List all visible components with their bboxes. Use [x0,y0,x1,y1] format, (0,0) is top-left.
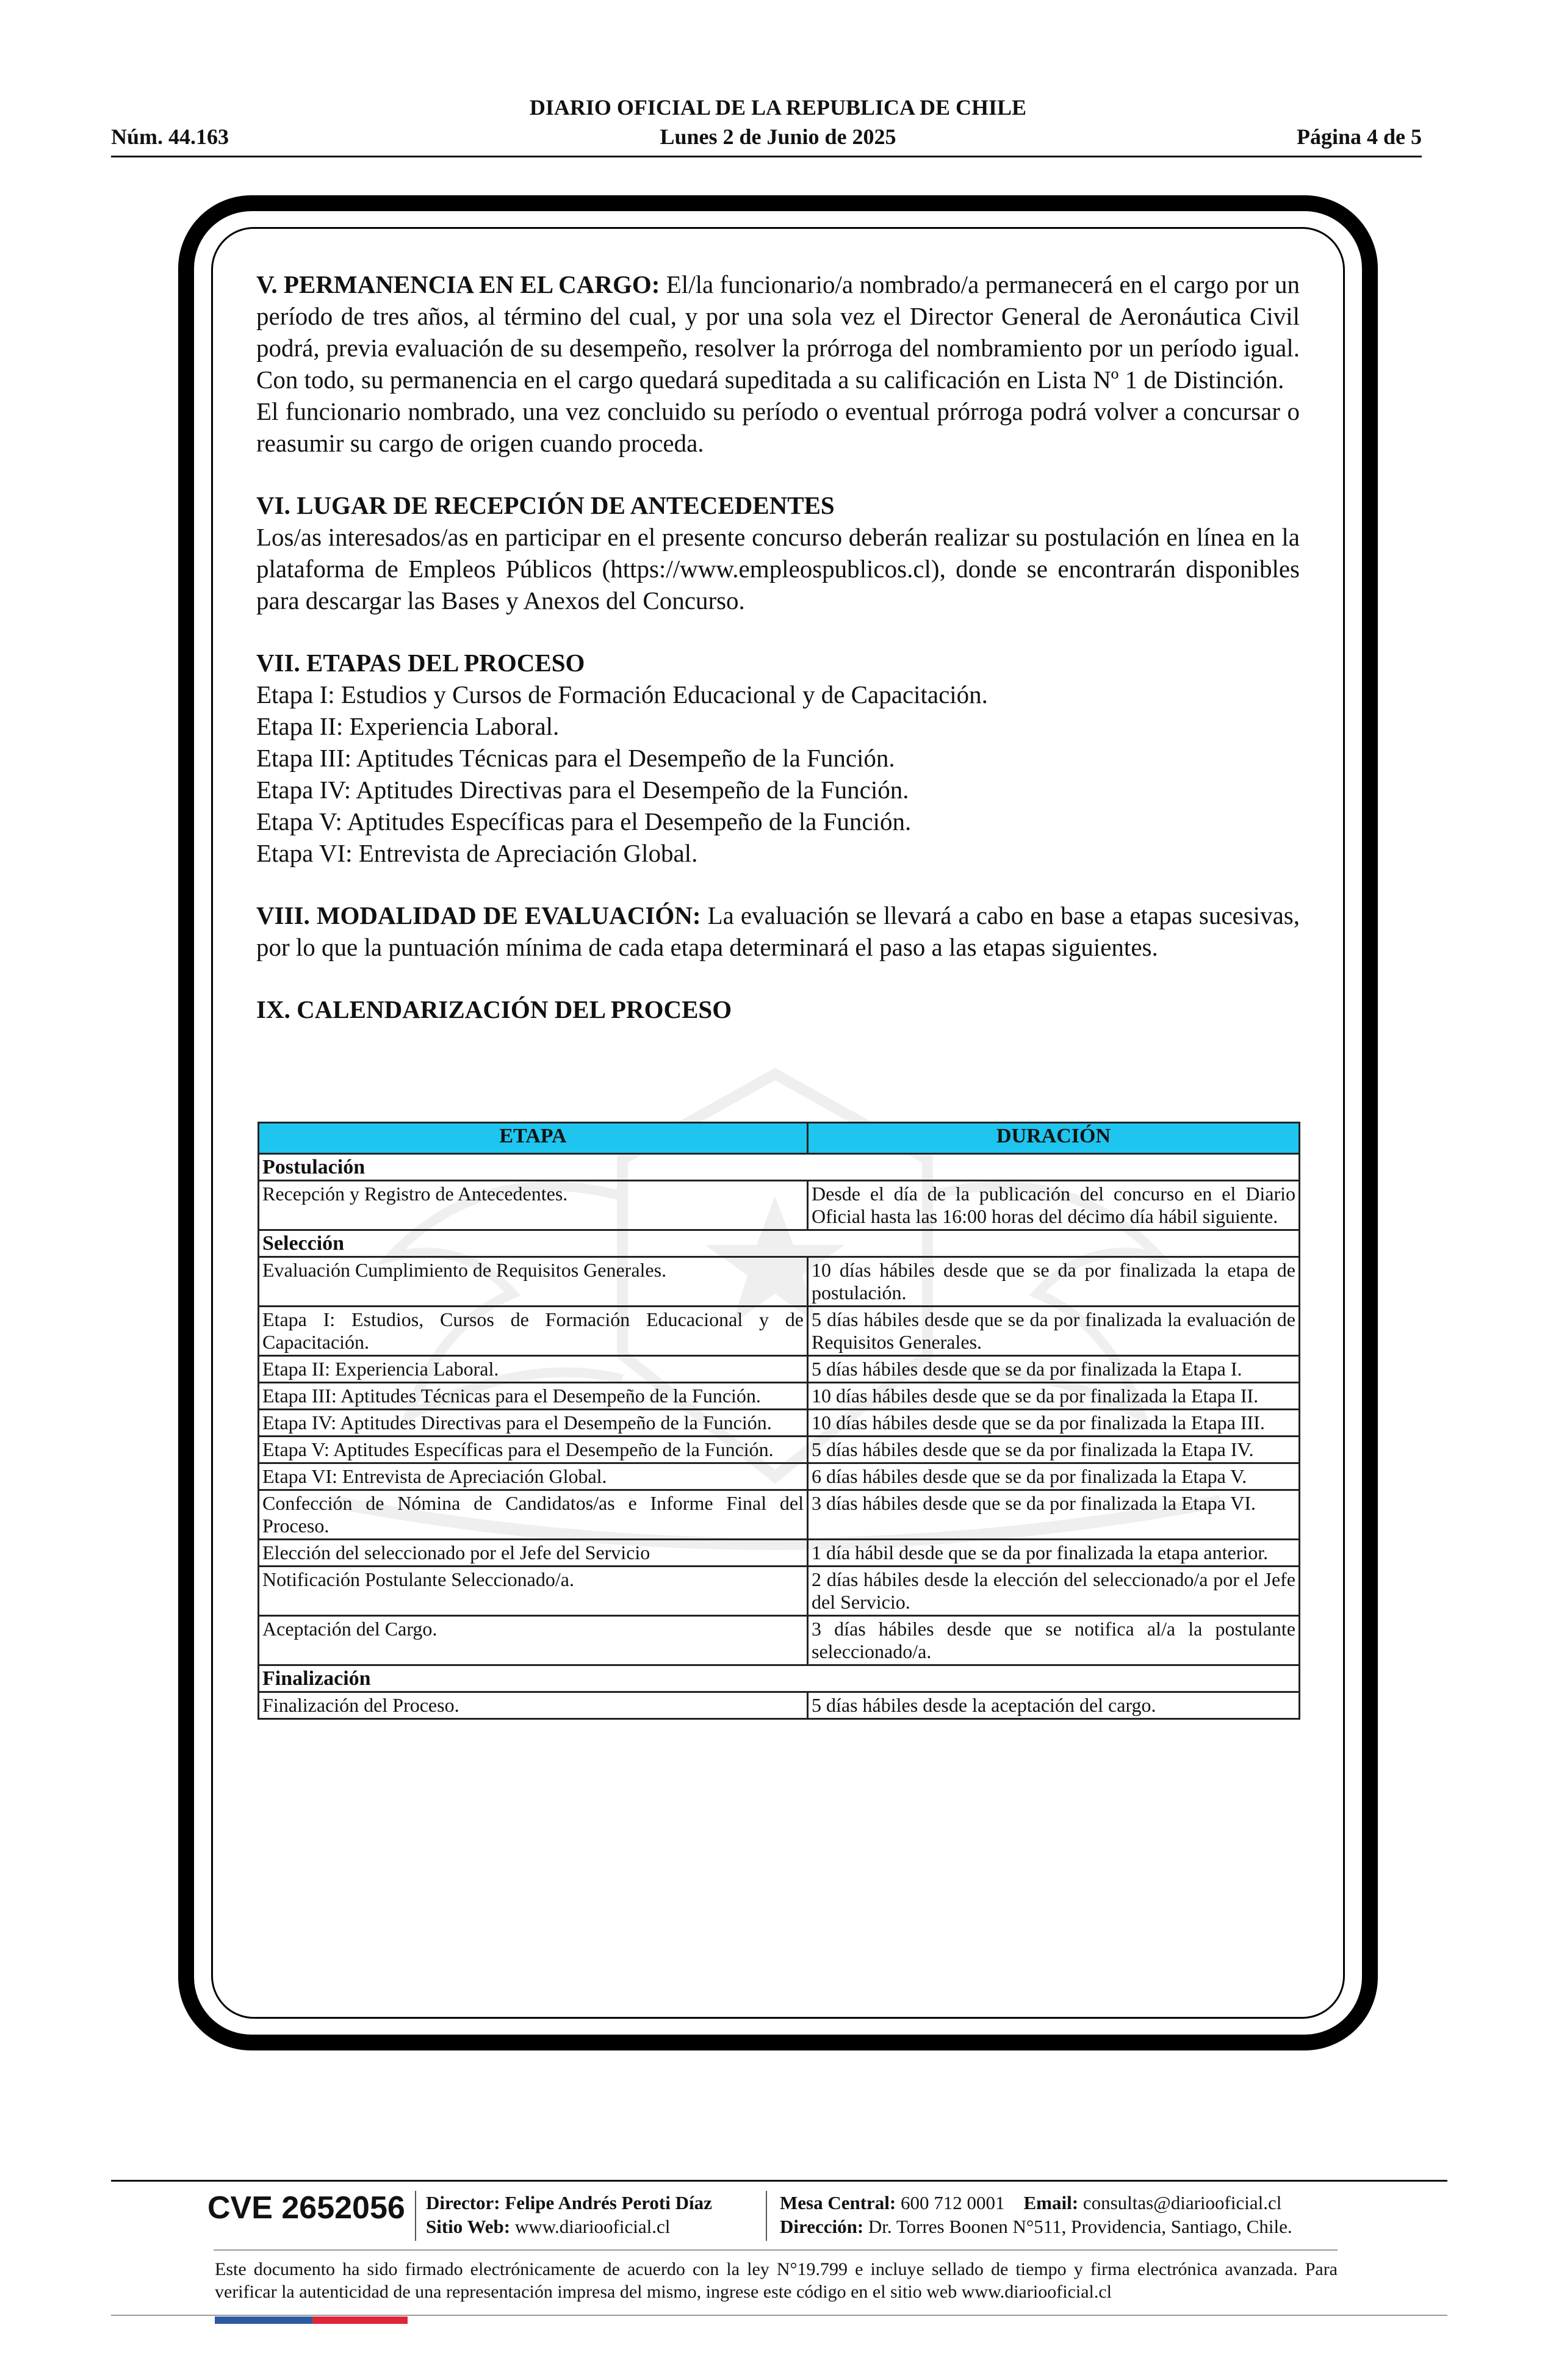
table-cell-etapa: Etapa IV: Aptitudes Directivas para el Desempeño de la Función. [259,1410,808,1437]
table-cell-etapa: Etapa III: Aptitudes Técnicas para el Desempeño de la Función. [259,1383,808,1410]
table-cell-etapa: Etapa I: Estudios, Cursos de Formación Educacional y de Capacitación. [259,1307,808,1356]
table-cell-duracion: 5 días hábiles desde la aceptación del cargo. [808,1692,1300,1719]
table-row [259,1437,1300,1463]
table-row [259,1257,1300,1307]
section-vi-text: Los/as interesados/as en participar en el presente concurso deberán realizar su postulación en línea en la plataforma de Empleos Públicos (https://www.empleospublicos.cl), donde se encontrarán disponibles para descargar las Bases y Anexos del Concurso. [256,523,1300,615]
site-url[interactable]: www.diariooficial.cl [514,2216,671,2237]
table-row [259,1410,1300,1437]
legal-notice: Este documento ha sido firmado electrónicamente de acuerdo con la ley N°19.799 e incluye sellado de tiempo y firma electrónica avanzada. Para verificar la autenticidad de una representación impresa del mismo, ingrese este código en el sitio web www.diariooficial.cl [215,2259,1338,2302]
section-vii-heading: VII. ETAPAS DEL PROCESO [256,649,585,677]
email-label: Email: [1023,2192,1079,2213]
table-cell-etapa: Confección de Nómina de Candidatos/as e Informe Final del Proceso. [259,1490,808,1540]
section-vi-heading: VI. LUGAR DE RECEPCIÓN DE ANTECEDENTES [256,491,835,519]
table-cell-duracion: 3 días hábiles desde que se notifica al/a la postulante seleccionado/a. [808,1616,1300,1665]
footer-divider-thin [214,2249,1338,2251]
email-address[interactable]: consultas@diariooficial.cl [1082,2192,1282,2213]
table-group-row [259,1665,1300,1692]
table-cell-duracion: 10 días hábiles desde que se da por finalizada la etapa de postulación. [808,1257,1300,1307]
table-group-label: Postulación [259,1154,1300,1181]
address-label: Dirección: [780,2216,864,2237]
table-header-row [259,1123,1300,1154]
stage-item: Etapa V: Aptitudes Específicas para el Desempeño de la Función. [256,807,912,835]
document-body [256,269,1300,1025]
table-cell-etapa: Elección del seleccionado por el Jefe del Servicio [259,1540,808,1567]
table-cell-etapa: Notificación Postulante Seleccionado/a. [259,1567,808,1616]
footer-separator [766,2191,767,2241]
newspaper-title: DIARIO OFICIAL DE LA REPUBLICA DE CHILE [529,95,1027,120]
table-cell-duracion: 5 días hábiles desde que se da por finalizada la Etapa IV. [808,1437,1300,1463]
table-row [259,1463,1300,1490]
table-cell-etapa: Evaluación Cumplimiento de Requisitos Generales. [259,1257,808,1307]
table-cell-duracion: 5 días hábiles desde que se da por finalizada la Etapa I. [808,1356,1300,1383]
table-group-label: Selección [259,1230,1300,1257]
header-divider [111,156,1422,157]
table-cell-etapa: Etapa VI: Entrevista de Apreciación Global. [259,1463,808,1490]
page-number: Página 4 de 5 [1296,124,1422,149]
mesa-label: Mesa Central: [780,2192,896,2213]
footer-director-block [426,2191,712,2238]
calendar-table-body [259,1154,1300,1719]
stage-item: Etapa I: Estudios y Cursos de Formación Educacional y de Capacitación. [256,680,988,709]
section-viii-heading: VIII. MODALIDAD DE EVALUACIÓN: [256,901,701,929]
table-cell-etapa: Recepción y Registro de Antecedentes. [259,1181,808,1230]
section-ix-heading: IX. CALENDARIZACIÓN DEL PROCESO [256,995,732,1023]
section-viii [256,900,1300,963]
mesa-phone: 600 712 0001 [901,2192,1005,2213]
table-cell-duracion: 10 días hábiles desde que se da por finalizada la Etapa III. [808,1410,1300,1437]
cve-code: CVE 2652056 [207,2190,405,2226]
column-header-etapa: ETAPA [259,1123,808,1154]
flag-bar-red [312,2317,408,2324]
table-cell-etapa: Etapa V: Aptitudes Específicas para el Desempeño de la Función. [259,1437,808,1463]
table-row [259,1383,1300,1410]
footer-contact-block [780,2191,1292,2238]
director-label: Director: [426,2192,500,2213]
table-row [259,1692,1300,1719]
stage-item: Etapa VI: Entrevista de Apreciación Global. [256,839,698,867]
section-viii-text: La evaluación se llevará a cabo en base a etapas sucesivas, por lo que la puntuación mínima de cada etapa determinará el paso a las etapas siguientes. [256,901,1300,961]
section-v-heading: V. PERMANENCIA EN EL CARGO: [256,270,660,298]
stage-item: Etapa IV: Aptitudes Directivas para el Desempeño de la Función. [256,776,909,804]
table-row [259,1307,1300,1356]
stage-item: Etapa II: Experiencia Laboral. [256,712,560,740]
flag-bar-blue [215,2317,312,2324]
section-v-text: El/la funcionario/a nombrado/a permanecerá en el cargo por un período de tres años, al término del cual, y por una sola vez el Director General de Aeronáutica Civil podrá, previa evaluación de su desempeño, resolver la prórroga del nombramiento por un período igual. Con todo, su permanencia en el cargo quedará supeditada a su calificación en Lista Nº 1 de Distinción. [256,270,1300,394]
table-cell-duracion: 6 días hábiles desde que se da por finalizada la Etapa V. [808,1463,1300,1490]
calendar-table [258,1122,1300,1720]
table-row [259,1490,1300,1540]
table-cell-duracion: 5 días hábiles desde que se da por finalizada la evaluación de Requisitos Generales. [808,1307,1300,1356]
section-v [256,269,1300,395]
table-cell-etapa: Finalización del Proceso. [259,1692,808,1719]
table-row [259,1356,1300,1383]
table-group-row [259,1230,1300,1257]
footer-bottom-divider [111,2315,1447,2316]
table-cell-etapa: Aceptación del Cargo. [259,1616,808,1665]
issue-date: Lunes 2 de Junio de 2025 [660,124,896,149]
table-row [259,1616,1300,1665]
table-row [259,1567,1300,1616]
address-value: Dr. Torres Boonen N°511, Providencia, Santiago, Chile. [868,2216,1292,2237]
site-label: Sitio Web: [426,2216,511,2237]
table-row [259,1181,1300,1230]
section-v-text2: El funcionario nombrado, una vez concluido su período o eventual prórroga podrá volver a concursar o reasumir su cargo de origen cuando proceda. [256,397,1300,457]
table-group-row [259,1154,1300,1181]
table-cell-duracion: 2 días hábiles desde la elección del seleccionado/a por el Jefe del Servicio. [808,1567,1300,1616]
column-header-duracion: DURACIÓN [808,1123,1300,1154]
table-cell-duracion: Desde el día de la publicación del concurso en el Diario Oficial hasta las 16:00 horas del décimo día hábil siguiente. [808,1181,1300,1230]
director-name: Felipe Andrés Peroti Díaz [505,2192,712,2213]
table-cell-duracion: 10 días hábiles desde que se da por finalizada la Etapa II. [808,1383,1300,1410]
stage-item: Etapa III: Aptitudes Técnicas para el Desempeño de la Función. [256,744,895,772]
table-cell-duracion: 3 días hábiles desde que se da por finalizada la Etapa VI. [808,1490,1300,1540]
footer-separator [415,2191,416,2241]
table-row [259,1540,1300,1567]
table-cell-duracion: 1 día hábil desde que se da por finalizada la etapa anterior. [808,1540,1300,1567]
table-cell-etapa: Etapa II: Experiencia Laboral. [259,1356,808,1383]
table-group-label: Finalización [259,1665,1300,1692]
issue-number: Núm. 44.163 [111,124,229,149]
footer-divider [111,2180,1447,2182]
